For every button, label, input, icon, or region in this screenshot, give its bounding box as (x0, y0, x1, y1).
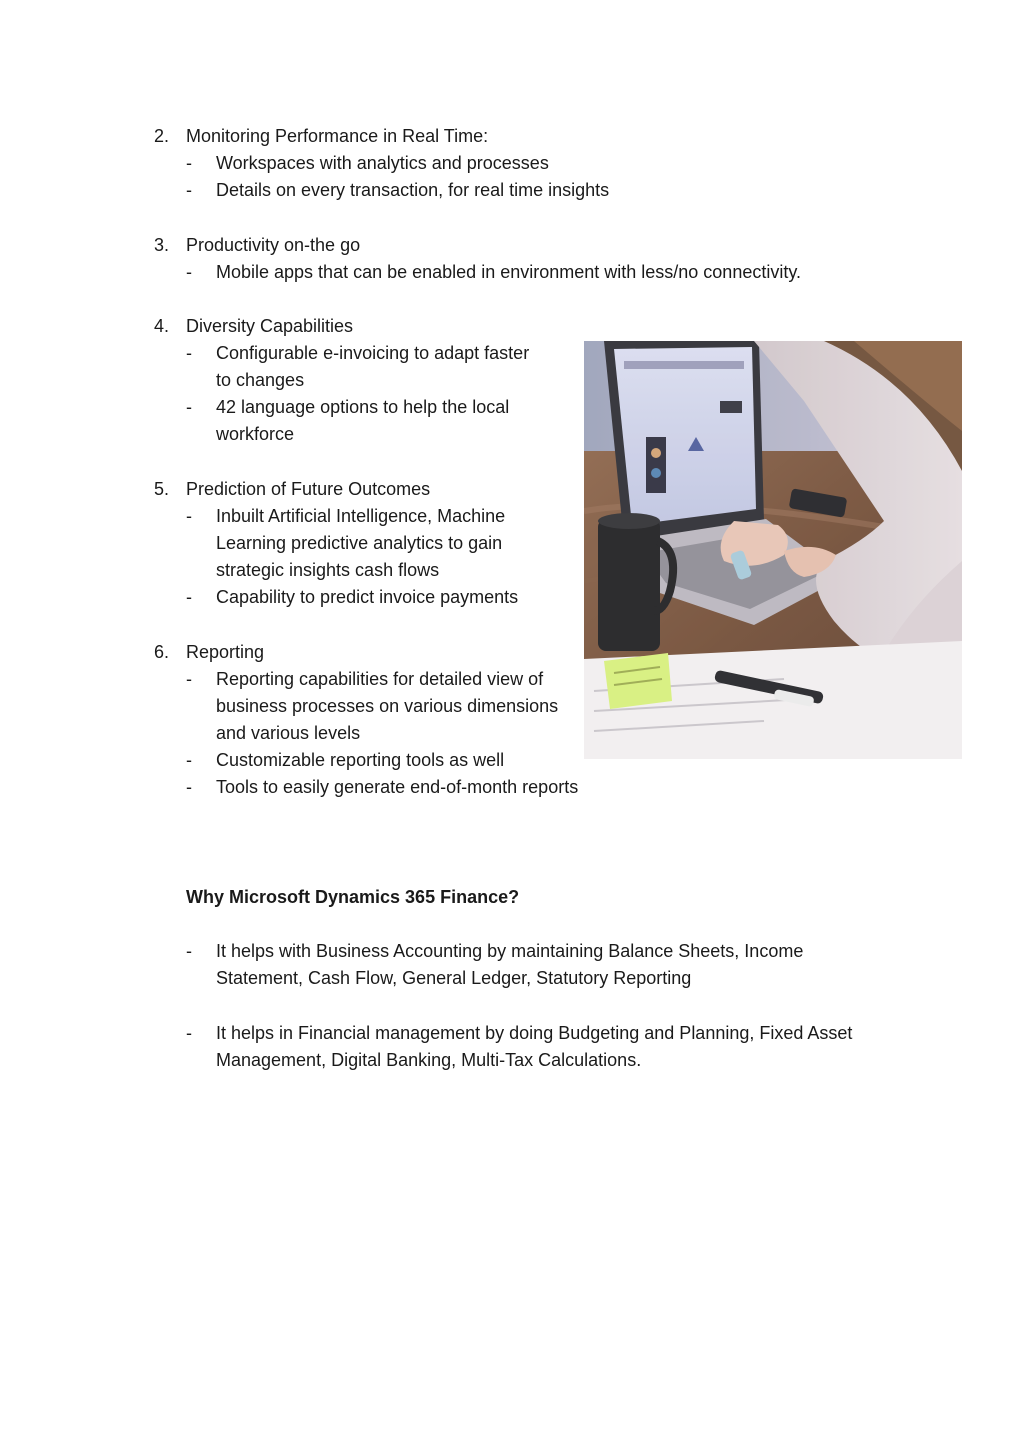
bullet-text: Reporting capabilities for detailed view of (216, 669, 544, 689)
bullet-text-continued: business processes on various dimensions (216, 696, 559, 716)
bullet-marker: - (186, 262, 192, 282)
section-number: 3. (154, 235, 170, 255)
section-number: 2. (154, 126, 170, 146)
bullet-text: Tools to easily generate end-of-month reports (216, 777, 579, 797)
bullet-text-continued: and various levels (216, 723, 361, 743)
bullet-text-continued: strategic insights cash flows (216, 560, 440, 580)
why-bullet-text-continued: Statement, Cash Flow, General Ledger, Statutory Reporting (216, 968, 692, 988)
bullet-text-continued: to changes (216, 370, 305, 390)
section-title: Monitoring Performance in Real Time: (186, 126, 489, 146)
bullet-marker: - (186, 750, 192, 770)
why-bullet-text: It helps with Business Accounting by maintaining Balance Sheets, Income (216, 941, 804, 961)
bullet-marker: - (186, 506, 192, 526)
section-number: 4. (154, 316, 170, 336)
section-title: Prediction of Future Outcomes (186, 479, 431, 499)
why-heading: Why Microsoft Dynamics 365 Finance? (186, 887, 520, 907)
bullet-text: Inbuilt Artificial Intelligence, Machine (216, 506, 506, 526)
bullet-text: Configurable e-invoicing to adapt faster (216, 343, 530, 363)
section-title: Productivity on-the go (186, 235, 361, 255)
section-title: Reporting (186, 642, 265, 662)
bullet-text: Mobile apps that can be enabled in environment with less/no connectivity. (216, 262, 802, 282)
bullet-marker: - (186, 180, 192, 200)
bullet-text: Details on every transaction, for real time insights (216, 180, 610, 200)
section-number: 6. (154, 642, 170, 662)
bullet-text: 42 language options to help the local (216, 397, 510, 417)
bullet-text-continued: workforce (216, 424, 295, 444)
bullet-text: Customizable reporting tools as well (216, 750, 505, 770)
section-number: 5. (154, 479, 170, 499)
bullet-marker: - (186, 941, 192, 961)
why-bullet-text-continued: Management, Digital Banking, Multi-Tax Calculations. (216, 1050, 642, 1070)
bullet-text: Workspaces with analytics and processes (216, 153, 549, 173)
section-title: Diversity Capabilities (186, 316, 354, 336)
bullet-marker: - (186, 669, 192, 689)
bullet-text-continued: Learning predictive analytics to gain (216, 533, 503, 553)
bullet-text: Capability to predict invoice payments (216, 587, 519, 607)
bullet-marker: - (186, 343, 192, 363)
bullet-marker: - (186, 397, 192, 417)
person-typing-on-laptop-photo (584, 341, 962, 759)
why-bullet-text: It helps in Financial management by doing Budgeting and Planning, Fixed Asset (216, 1023, 853, 1043)
bullet-marker: - (186, 153, 192, 173)
bullet-marker: - (186, 1023, 192, 1043)
bullet-marker: - (186, 587, 192, 607)
bullet-marker: - (186, 777, 192, 797)
